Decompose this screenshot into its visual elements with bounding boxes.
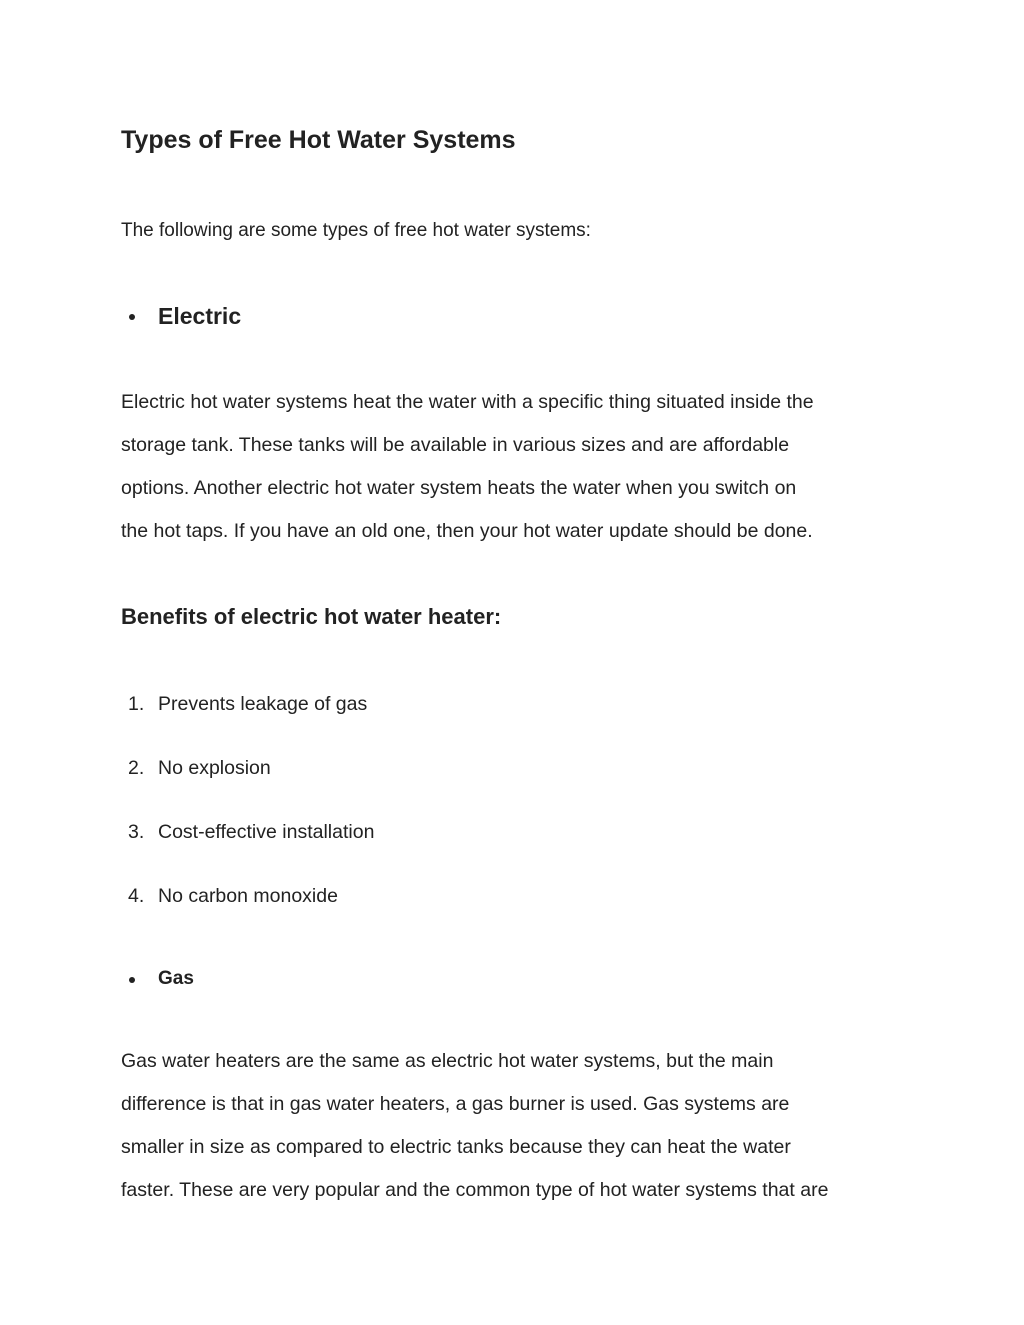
list-item-number: 3. (128, 821, 145, 843)
benefits-heading: Benefits of electric hot water heater: (121, 604, 502, 629)
benefits-list (121, 688, 721, 944)
list-item-number: 4. (128, 885, 145, 907)
bullet-gas-label: Gas (158, 968, 194, 989)
list-item-text: Prevents leakage of gas (158, 693, 368, 715)
paragraph-line: Gas water heaters are the same as electric hot water systems, but the main (121, 1050, 774, 1072)
paragraph-line: faster. These are very popular and the common type of hot water systems that are (121, 1179, 829, 1201)
paragraph-line: smaller in size as compared to electric tanks because they can heat the water (121, 1136, 791, 1158)
list-item-text: No explosion (158, 757, 271, 779)
bullet-gas (121, 965, 521, 993)
bullet-dot-icon (129, 314, 135, 320)
bullet-electric-label: Electric (158, 303, 242, 329)
list-item-text: No carbon monoxide (158, 885, 338, 907)
list-item (121, 752, 721, 816)
bullet-electric (121, 298, 521, 334)
gas-paragraph (121, 1040, 921, 1212)
list-item (121, 688, 721, 752)
page-title: Types of Free Hot Water Systems (121, 126, 516, 154)
bullet-dot-icon (129, 977, 135, 983)
electric-paragraph (121, 381, 921, 553)
list-item-text: Cost-effective installation (158, 821, 375, 843)
list-item-number: 1. (128, 693, 145, 715)
intro-paragraph: The following are some types of free hot water systems: (121, 220, 591, 241)
paragraph-line: options. Another electric hot water system heats the water when you switch on (121, 477, 797, 499)
list-item (121, 816, 721, 880)
list-item (121, 880, 721, 944)
paragraph-line: difference is that in gas water heaters, a gas burner is used. Gas systems are (121, 1093, 790, 1115)
paragraph-line: storage tank. These tanks will be available in various sizes and are affordable (121, 434, 790, 456)
paragraph-line: Electric hot water systems heat the water with a specific thing situated inside the (121, 391, 814, 413)
list-item-number: 2. (128, 757, 145, 779)
paragraph-line: the hot taps. If you have an old one, then your hot water update should be done. (121, 520, 813, 542)
